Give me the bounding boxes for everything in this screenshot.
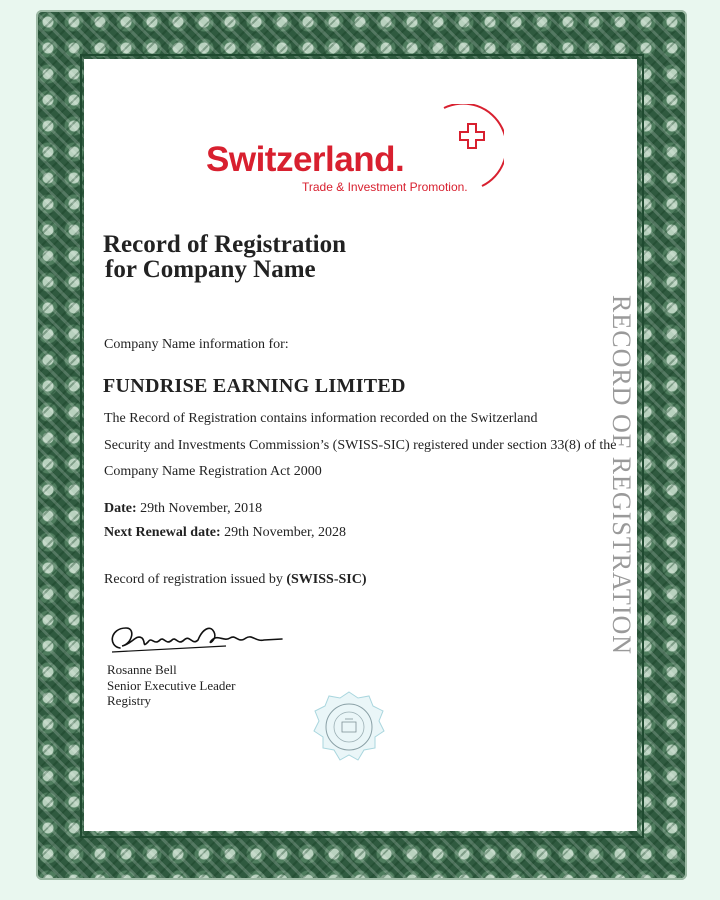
logo-wordmark: Switzerland. — [206, 140, 405, 179]
company-name: FUNDRISE EARNING LIMITED — [103, 375, 406, 397]
issued-text: Record of registration issued by — [104, 572, 287, 587]
title-line-2: for Company Name — [105, 256, 316, 283]
date-label: Date: — [104, 501, 137, 516]
description-line: Security and Investments Commission’s (SWISS-SIC) registered under section 33(8) of the — [104, 437, 617, 453]
description-line: The Record of Registration contains information recorded on the Switzerland — [104, 411, 538, 426]
renewal-date — [104, 525, 346, 541]
signer-dept: Registry — [107, 693, 152, 708]
info-for-label: Company Name information for: — [104, 337, 289, 352]
signer-title: Senior Executive Leader — [107, 677, 236, 693]
registrar-seal-icon — [312, 690, 386, 768]
document-title — [103, 232, 346, 282]
switzerland-logo — [206, 104, 506, 199]
signer-block — [107, 662, 236, 709]
registration-date — [104, 501, 262, 517]
date-value: 29th November, 2018 — [140, 501, 263, 516]
title-line-1: Record of Registration — [103, 231, 346, 258]
signer-name: Rosanne Bell — [107, 662, 177, 677]
issued-by — [104, 572, 367, 588]
issuer-name: (SWISS-SIC) — [286, 572, 367, 587]
registration-description — [104, 406, 644, 486]
renewal-label: Next Renewal date: — [104, 525, 221, 540]
vertical-watermark: RECORD OF REGISTRATION — [607, 295, 636, 656]
renewal-value: 29th November, 2028 — [224, 525, 347, 540]
description-line: Company Name Registration Act 2000 — [104, 464, 322, 479]
signature-image — [106, 618, 286, 660]
logo-tagline: Trade & Investment Promotion. — [302, 180, 468, 194]
